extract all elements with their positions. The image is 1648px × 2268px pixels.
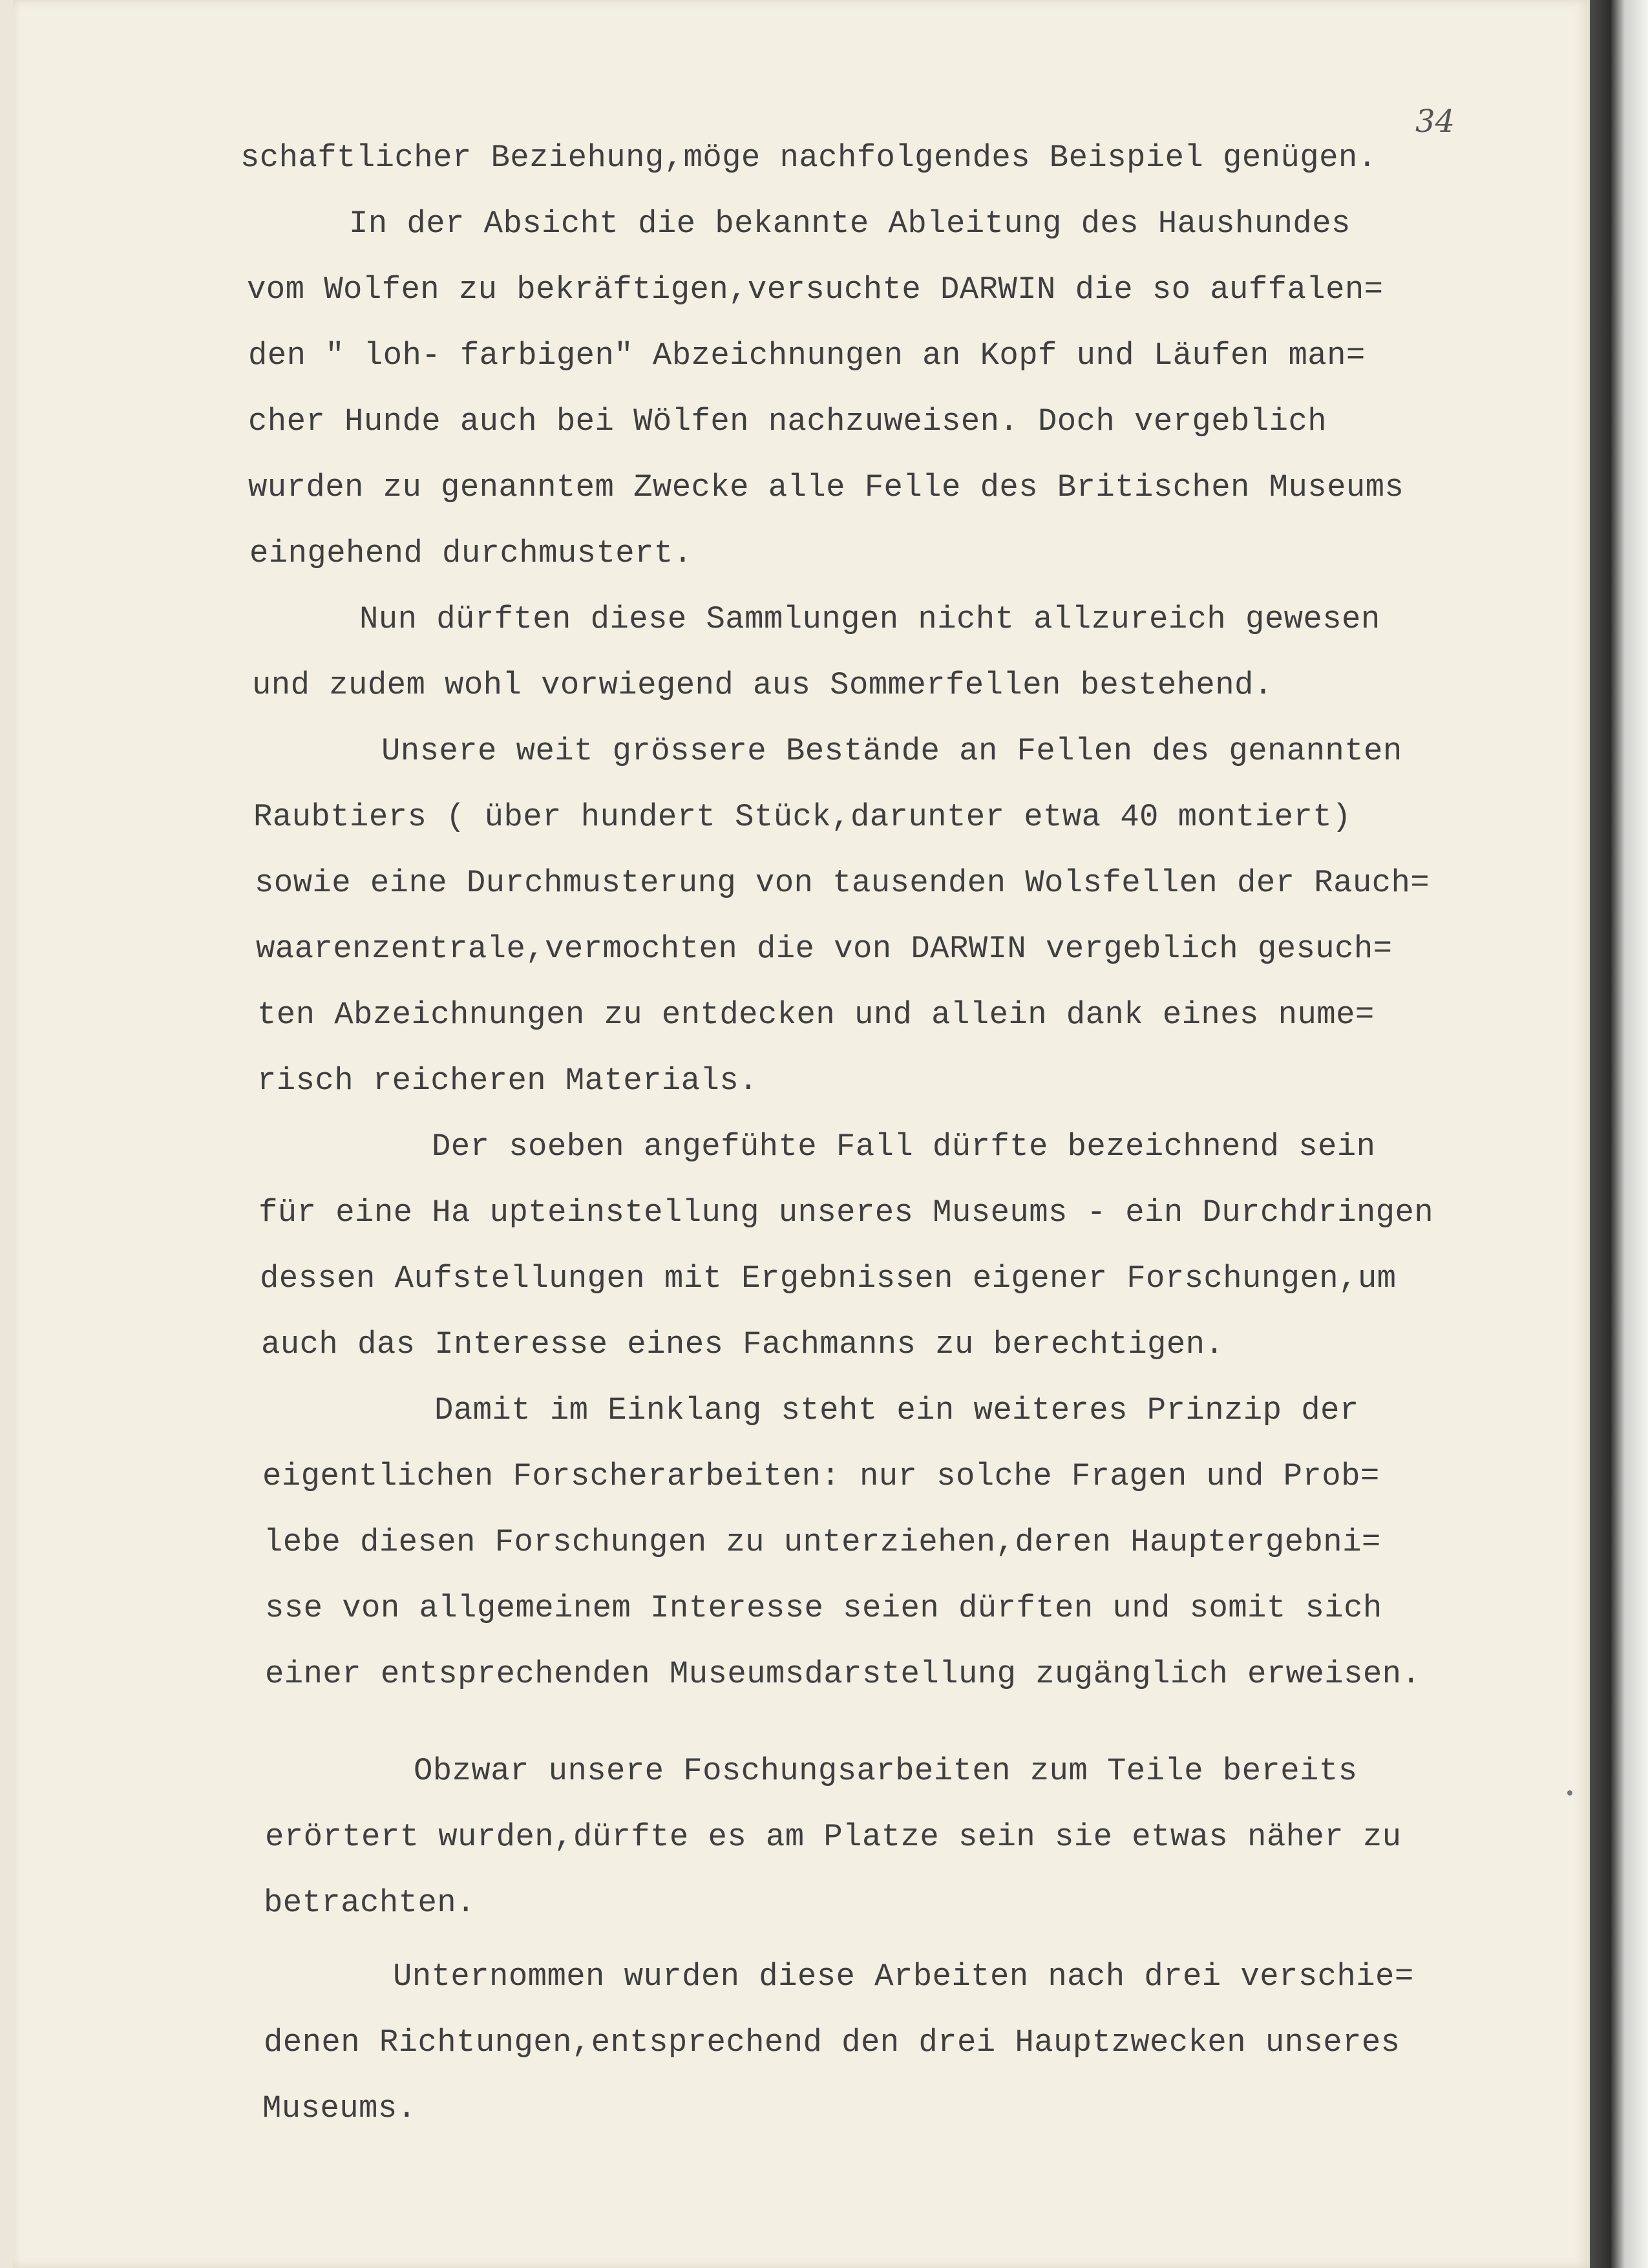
text-line: Raubtiers ( über hundert Stück,darunter etwa 40 montiert) — [253, 799, 1351, 835]
text-line: Damit im Einklang steht ein weiteres Prinzip der — [434, 1392, 1359, 1428]
text-line: auch das Interesse eines Fachmanns zu berechtigen. — [261, 1326, 1225, 1362]
text-line: lebe diesen Forschungen zu unterziehen,deren Hauptergebni= — [264, 1524, 1381, 1560]
text-line: sse von allgemeinem Interesse seien dürften und somit sich — [265, 1590, 1382, 1626]
text-line: schaftlicher Beziehung,möge nachfolgendes Beispiel genügen. — [240, 140, 1377, 176]
text-line: In der Absicht die bekannte Ableitung des Haushundes — [349, 206, 1351, 242]
text-line: risch reicheren Materials. — [257, 1063, 758, 1099]
text-line: sowie eine Durchmusterung von tausenden Wolsfellen der Rauch= — [255, 865, 1430, 901]
text-line: einer entsprechenden Museumsdarstellung zugänglich erweisen. — [265, 1656, 1421, 1692]
text-line: waarenzentrale,vermochten die von DARWIN vergeblich gesuch= — [256, 931, 1393, 967]
text-line: Der soeben angefühte Fall dürfte bezeichnend sein — [432, 1129, 1376, 1165]
text-line: dessen Aufstellungen mit Ergebnissen eigener Forschungen,um — [260, 1260, 1397, 1297]
text-line: Unsere weit grössere Bestände an Fellen des genannten — [381, 733, 1402, 769]
text-line: Unternommen wurden diese Arbeiten nach drei verschie= — [393, 1958, 1414, 1995]
text-line: und zudem wohl vorwiegend aus Sommerfellen bestehend. — [252, 667, 1273, 703]
text-line: betrachten. — [264, 1885, 476, 1921]
text-line: vom Wolfen zu bekräftigen,versuchte DARWIN die so auffalen= — [247, 271, 1384, 308]
text-line: denen Richtungen,entsprechend den drei Hauptzwecken unseres — [264, 2024, 1400, 2061]
text-line: Nun dürften diese Sammlungen nicht allzureich gewesen — [359, 601, 1380, 637]
scanner-edge-strip — [1590, 0, 1648, 2268]
text-line: Obzwar unsere Foschungsarbeiten zum Teile bereits — [414, 1753, 1358, 1789]
text-line: erörtert wurden,dürfte es am Platze sein sie etwas näher zu — [265, 1819, 1402, 1855]
page-number: 34 — [1415, 103, 1455, 140]
ink-dot — [1567, 1790, 1572, 1796]
text-line: für eine Ha upteinstellung unseres Museums - ein Durchdringen — [259, 1194, 1434, 1231]
text-line: Museums. — [262, 2090, 417, 2126]
text-line: eingehend durchmustert. — [249, 535, 693, 571]
text-line: wurden zu genanntem Zwecke alle Felle des Britischen Museums — [248, 469, 1404, 505]
text-line: ten Abzeichnungen zu entdecken und allein dank eines nume= — [257, 997, 1375, 1033]
text-line: den " loh- farbigen" Abzeichnungen an Kopf und Läufen man= — [248, 337, 1366, 374]
text-line: eigentlichen Forscherarbeiten: nur solche Fragen und Prob= — [262, 1458, 1380, 1494]
text-line: cher Hunde auch bei Wölfen nachzuweisen. Doch vergeblich — [248, 403, 1327, 440]
